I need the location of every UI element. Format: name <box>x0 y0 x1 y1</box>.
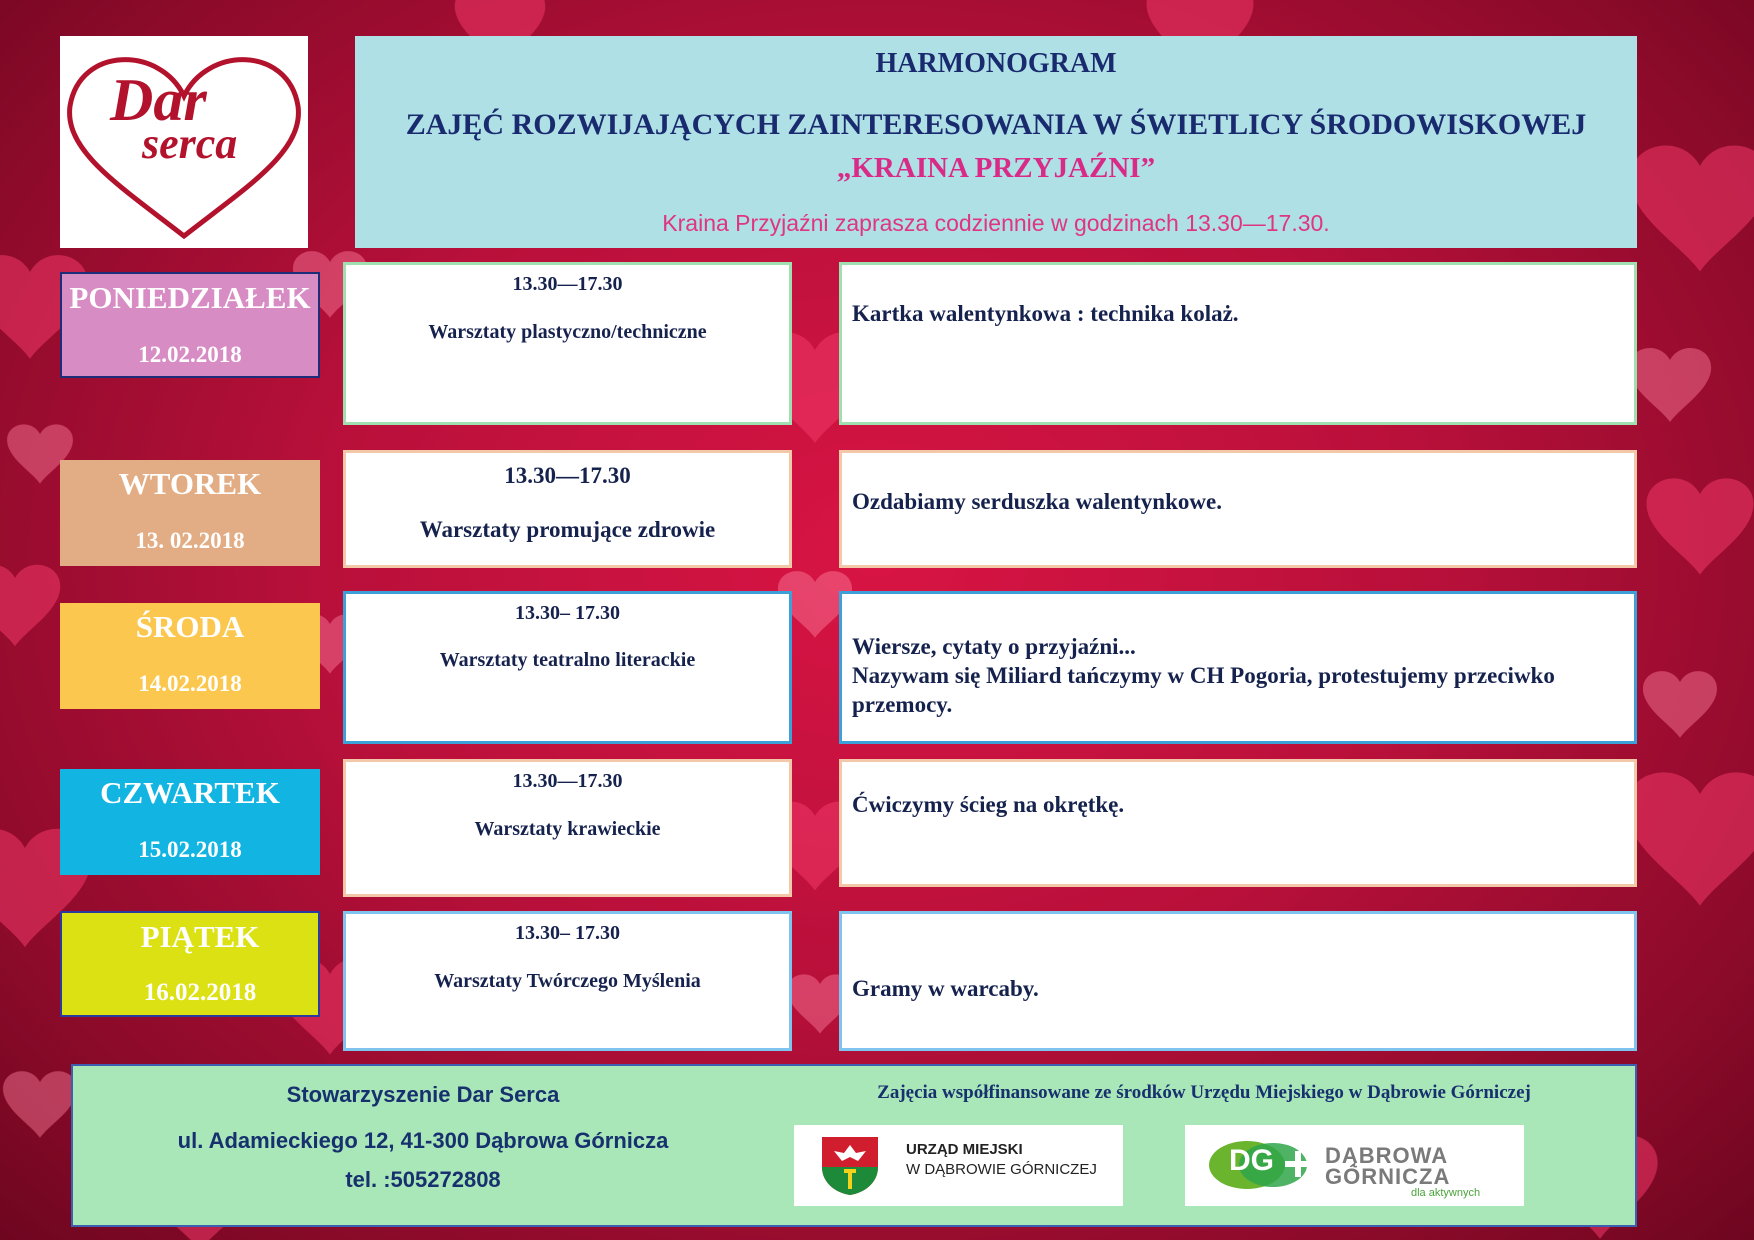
day-date: 15.02.2018 <box>138 837 242 862</box>
desc-line: Gramy w warcaby. <box>852 976 1039 1001</box>
day-name: WTOREK <box>118 466 262 501</box>
desc-line: Wiersze, cytaty o przyjaźni... <box>852 634 1136 659</box>
desc-cell-wednesday <box>839 591 1637 744</box>
desc-cell-monday <box>839 262 1637 425</box>
day-label-thursday <box>60 769 320 875</box>
header-panel <box>355 36 1637 248</box>
time-cell-thursday <box>343 759 792 897</box>
sponsor2-tagline: dla aktywnych <box>1411 1187 1481 1199</box>
day-name: PONIEDZIAŁEK <box>69 280 311 315</box>
desc-line: Nazywam się Miliard tańczymy w CH Pogoria, protestujemy przeciwko przemocy. <box>852 663 1555 717</box>
header-title: HARMONOGRAM <box>875 48 1117 79</box>
desc-line: Kartka walentynkowa : technika kolaż. <box>852 301 1239 326</box>
footer-panel <box>71 1064 1637 1227</box>
sponsor1-line2: W DĄBROWIE GÓRNICZEJ <box>906 1161 1097 1178</box>
workshop-name: Warsztaty plastyczno/techniczne <box>428 321 707 343</box>
desc-cell-friday <box>839 911 1637 1051</box>
desc-line: Ćwiczymy ścieg na okrętkę. <box>852 792 1125 817</box>
sponsor-urzad-miejski <box>794 1125 1123 1206</box>
day-label-monday <box>60 272 320 378</box>
time-range: 13.30—17.30 <box>512 273 623 295</box>
header-subtitle: ZAJĘĆ ROZWIJAJĄCYCH ZAINTERESOWANIA W ŚWIETLICY ŚRODOWISKOWEJ <box>405 108 1587 141</box>
time-range: 13.30—17.30 <box>512 770 623 792</box>
coat-of-arms-icon <box>818 1133 882 1197</box>
logo-text-dar: Dar <box>110 67 207 133</box>
day-date: 13. 02.2018 <box>135 528 245 553</box>
day-label-wednesday <box>60 603 320 709</box>
sponsor2-line1: DĄBROWA <box>1325 1143 1449 1168</box>
header-place-name: „KRAINA PRZYJAŹNI” <box>836 152 1156 184</box>
day-label-tuesday <box>60 460 320 566</box>
dar-serca-logo <box>60 36 308 248</box>
time-cell-tuesday <box>343 450 792 568</box>
time-cell-friday <box>343 911 792 1051</box>
time-cell-wednesday <box>343 591 792 744</box>
day-date: 14.02.2018 <box>138 671 242 696</box>
footer-address: ul. Adamieckiego 12, 41-300 Dąbrowa Górnicza <box>177 1128 669 1153</box>
time-cell-monday <box>343 262 792 425</box>
dg-mark: DG <box>1229 1144 1274 1177</box>
workshop-name: Warsztaty krawieckie <box>474 818 661 840</box>
day-date: 16.02.2018 <box>143 979 257 1006</box>
header-invitation: Kraina Przyjaźni zaprasza codziennie w godzinach 13.30—17.30. <box>662 210 1330 236</box>
day-label-friday <box>60 911 320 1017</box>
day-name: ŚRODA <box>135 609 245 644</box>
logo-text-serca: serca <box>142 119 238 168</box>
workshop-name: Warsztaty Twórczego Myślenia <box>434 970 701 992</box>
day-name: PIĄTEK <box>140 919 260 954</box>
footer-phone: tel. :505272808 <box>345 1167 501 1192</box>
desc-cell-tuesday <box>839 450 1637 568</box>
sponsor1-line1: URZĄD MIEJSKI <box>906 1141 1023 1158</box>
day-date: 12.02.2018 <box>138 342 242 367</box>
time-range: 13.30—17.30 <box>504 463 631 488</box>
workshop-name: Warsztaty promujące zdrowie <box>419 517 716 542</box>
workshop-name: Warsztaty teatralno literackie <box>439 649 696 671</box>
desc-line: Ozdabiamy serduszka walentynkowe. <box>852 489 1222 514</box>
sponsor-dabrowa-gornicza <box>1185 1125 1524 1206</box>
desc-cell-thursday <box>839 759 1637 887</box>
time-range: 13.30– 17.30 <box>515 922 620 944</box>
sponsor2-line2: GÓRNICZA <box>1325 1164 1451 1189</box>
day-name: CZWARTEK <box>100 775 280 810</box>
footer-org: Stowarzyszenie Dar Serca <box>286 1082 560 1107</box>
footer-financing: Zajęcia współfinansowane ze środków Urzędu Miejskiego w Dąbrowie Górniczej <box>877 1082 1531 1103</box>
time-range: 13.30– 17.30 <box>515 602 620 624</box>
